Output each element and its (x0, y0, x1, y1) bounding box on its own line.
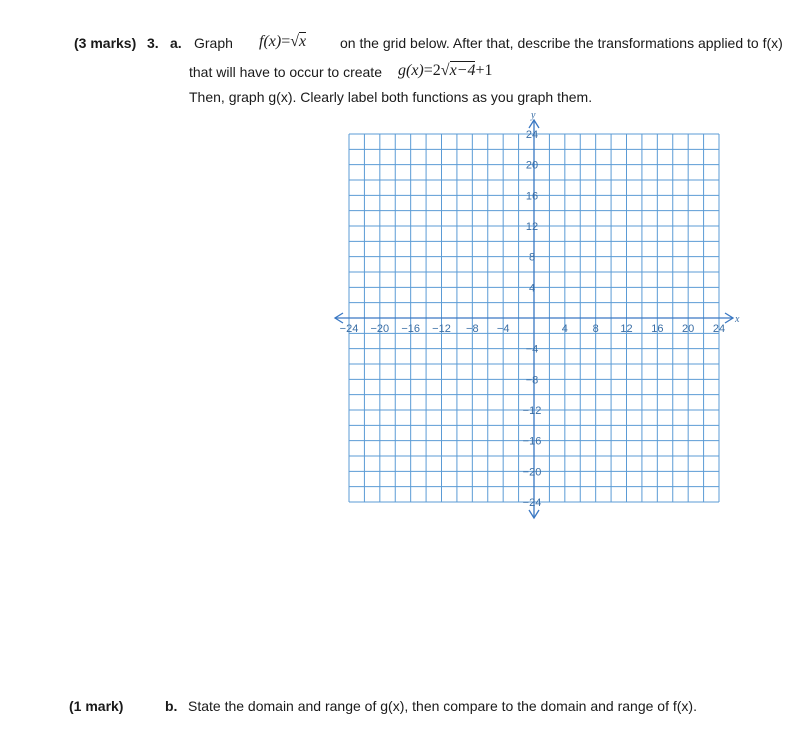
y-tick-label: −20 (522, 466, 542, 479)
x-tick-label: −24 (339, 323, 359, 335)
tick-labels (340, 129, 725, 509)
sqrt-icon: √ (290, 33, 300, 50)
g-coef: 2 (432, 62, 441, 79)
marks-label-a: (3 marks) (74, 35, 137, 51)
part-label-a: a. (170, 35, 182, 51)
y-tick-label: 24 (525, 129, 539, 141)
g-formula (398, 61, 493, 80)
x-tick-label: −20 (370, 323, 390, 335)
sqrt-icon: √ (440, 62, 450, 79)
y-tick-label: 8 (528, 251, 536, 264)
y-tick-label: 20 (525, 159, 539, 172)
x-tick-label: 24 (712, 323, 726, 335)
x-tick-label: 4 (561, 323, 568, 335)
f-lhs: f(x) (259, 33, 282, 50)
y-tick-label: 4 (528, 282, 536, 295)
g-lhs: g(x) (398, 62, 424, 79)
x-axis-label: x (735, 314, 740, 325)
instruction-line-1: on the grid below. After that, describe the transformations applied to f(x) (340, 35, 783, 51)
coordinate-grid[interactable] (320, 100, 760, 530)
f-eq: = (281, 33, 291, 50)
graph-word: Graph (194, 35, 233, 51)
instruction-b: State the domain and range of g(x), then compare to the domain and range of f(x). (188, 698, 697, 714)
y-tick-label: −8 (525, 374, 539, 387)
x-tick-label: 20 (682, 323, 695, 335)
x-tick-label: −8 (466, 323, 479, 335)
x-tick-label: 16 (651, 323, 664, 335)
y-tick-label: −12 (522, 405, 542, 417)
f-formula (259, 32, 306, 51)
instruction-line-2: that will have to occur to create (189, 64, 382, 80)
x-tick-label: −12 (432, 323, 451, 335)
y-tick-label: 12 (525, 221, 539, 233)
y-tick-label: −4 (525, 343, 539, 356)
y-tick-label: 16 (525, 190, 539, 203)
f-radicand: x (299, 33, 307, 50)
part-label-b: b. (165, 698, 178, 714)
g-const: +1 (475, 62, 493, 79)
g-eq: = (423, 62, 433, 79)
x-tick-label: 12 (620, 323, 633, 335)
marks-label-b: (1 mark) (69, 698, 124, 714)
x-tick-label: −4 (496, 323, 510, 335)
x-tick-label: −16 (401, 323, 421, 335)
y-tick-label: −16 (522, 435, 542, 448)
y-axis-label: y (531, 110, 536, 121)
x-tick-label: 8 (592, 323, 599, 335)
question-number: 3. (147, 35, 159, 51)
instruction-line-3: Then, graph g(x). Clearly label both functions as you graph them. (189, 89, 593, 105)
g-radicand: x−4 (449, 62, 476, 79)
y-tick-label: −24 (522, 497, 542, 509)
